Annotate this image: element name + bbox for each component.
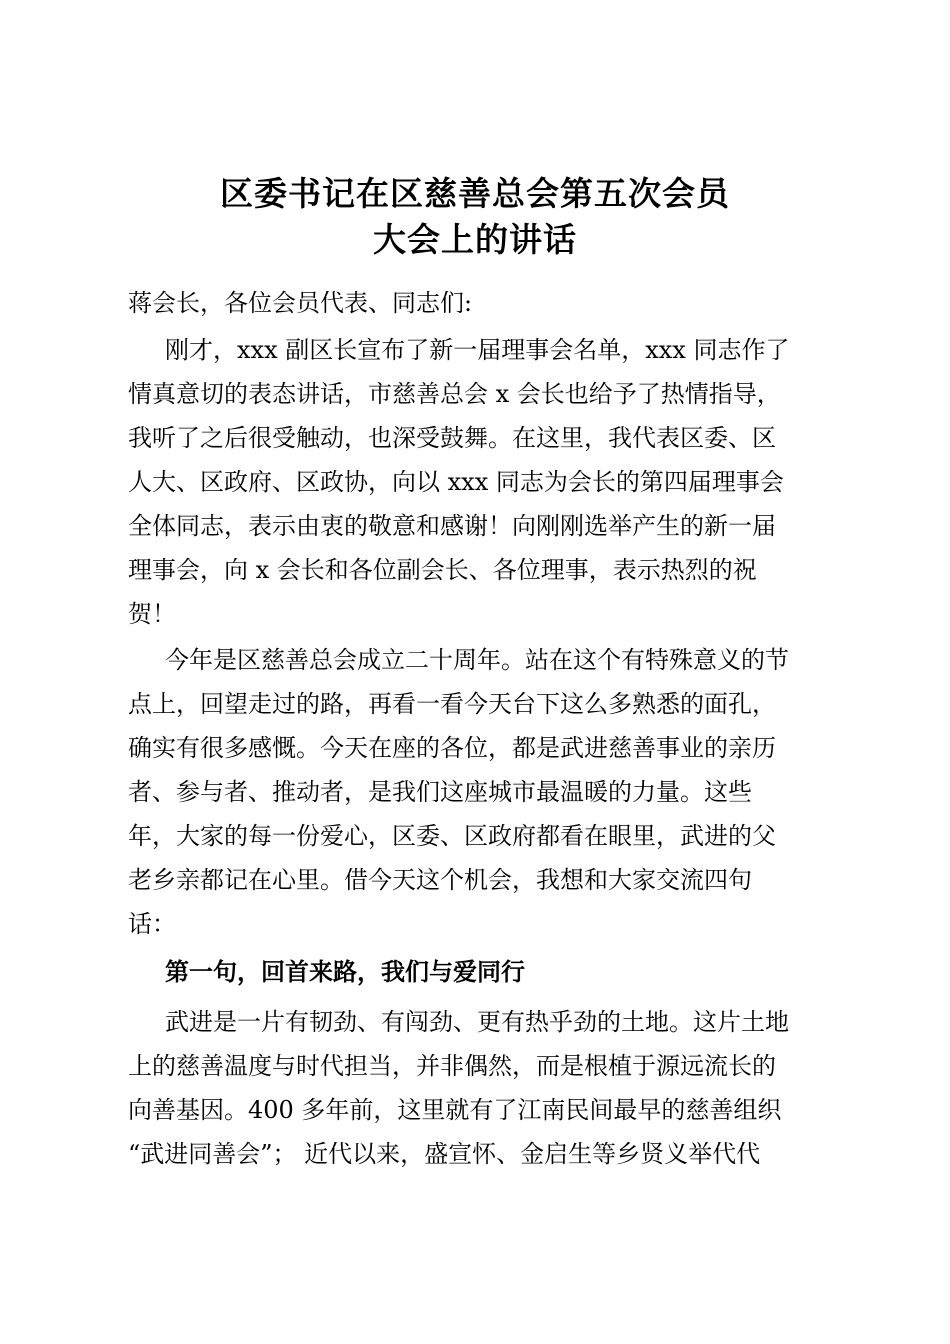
paragraph-2-line: 确实有很多感慨。今天在座的各位，都是武进慈善事业的亲历 [128, 734, 776, 762]
section-heading-1: 第一句，回首来路，我们与爱同行 [165, 958, 525, 986]
paragraph-1-line: 人大、区政府、区政协，向以 xxx 同志为会长的第四届理事会 [128, 468, 784, 496]
salutation: 蒋会长，各位会员代表、同志们: [128, 289, 473, 317]
paragraph-2-line: 老乡亲都记在心里。借今天这个机会，我想和大家交流四句 [128, 866, 752, 894]
paragraph-2-line: 年，大家的每一份爱心，区委、区政府都看在眼里，武进的父 [128, 822, 776, 850]
paragraph-1-line: 我听了之后很受触动，也深受鼓舞。在这里，我代表区委、区 [128, 424, 776, 452]
paragraph-3-line: 上的慈善温度与时代担当，并非偶然，而是根植于源远流长的 [128, 1052, 776, 1080]
document-title-line-2: 大会上的讲话 [373, 220, 577, 259]
paragraph-2-line: 话： [128, 910, 176, 938]
paragraph-2-line: 点上，回望走过的路，再看一看今天台下这么多熟悉的面孔， [128, 690, 776, 718]
paragraph-1-line: 理事会，向 x 会长和各位副会长、各位理事，表示热烈的祝 [128, 556, 757, 584]
paragraph-1-line: 刚才，xxx 副区长宣布了新一届理事会名单，xxx 同志作了 [165, 336, 790, 364]
document-title-line-1: 区委书记在区慈善总会第五次会员 [220, 174, 730, 213]
paragraph-3-line: 向善基因。400 多年前，这里就有了江南民间最早的慈善组织 [128, 1096, 782, 1124]
paragraph-3-line: “武进同善会”； 近代以来，盛宣怀、金启生等乡贤义举代代 [128, 1140, 761, 1168]
paragraph-2-line: 者、参与者、推动者，是我们这座城市最温暖的力量。这些 [128, 778, 752, 806]
paragraph-1-line: 情真意切的表态讲话，市慈善总会 x 会长也给予了热情指导， [128, 380, 781, 408]
paragraph-1-line: 贺！ [128, 600, 176, 628]
paragraph-3-line: 武进是一片有韧劲、有闯劲、更有热乎劲的土地。这片土地 [165, 1008, 789, 1036]
paragraph-2-line: 今年是区慈善总会成立二十周年。站在这个有特殊意义的节 [165, 646, 789, 674]
paragraph-1-line: 全体同志，表示由衷的敬意和感谢！向刚刚选举产生的新一届 [128, 512, 776, 540]
